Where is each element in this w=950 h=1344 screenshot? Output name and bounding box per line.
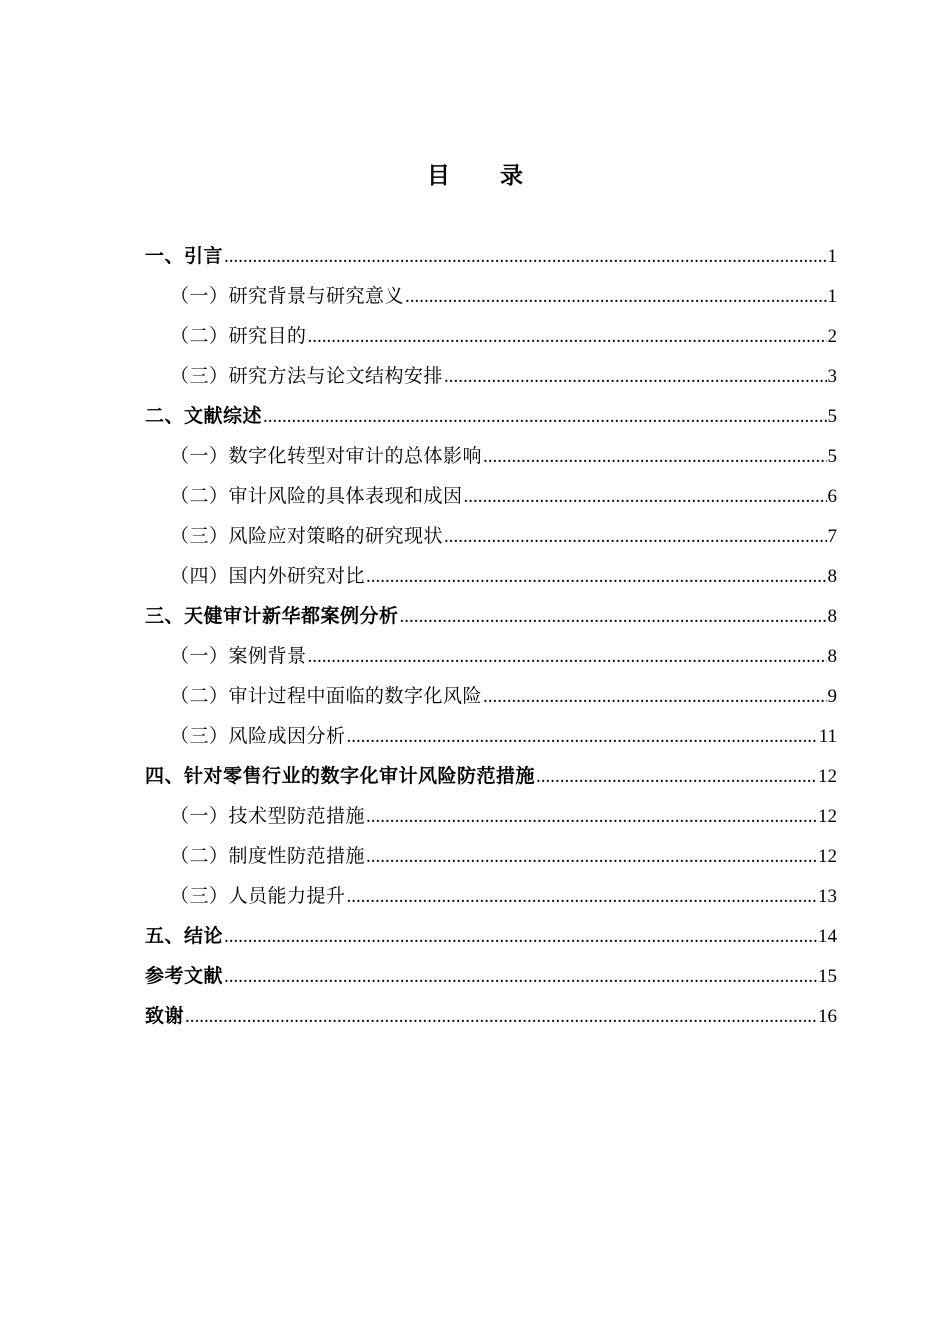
toc-entry-text: （三）风险成因分析 [170, 725, 346, 747]
toc-entry-text: （二）研究目的 [170, 325, 307, 347]
toc-page-number: 5 [827, 446, 837, 467]
toc-page-number: 1 [827, 246, 837, 267]
toc-entry-text: （二）审计风险的具体表现和成因 [170, 485, 463, 507]
toc-page-number: 12 [818, 846, 837, 867]
toc-section-entry[interactable] [145, 436, 837, 476]
toc-page-number: 8 [827, 606, 837, 627]
toc-dot-leader [444, 517, 826, 557]
toc-section-entry[interactable] [145, 716, 837, 756]
toc-section-entry[interactable] [145, 796, 837, 836]
toc-page-number: 3 [827, 366, 837, 387]
toc-page-number: 6 [827, 486, 837, 507]
toc-dot-leader [483, 677, 826, 717]
toc-section-entry[interactable] [145, 876, 837, 916]
toc-page-number: 12 [818, 806, 837, 827]
toc-page-number: 9 [827, 686, 837, 707]
toc-entry-text: （三）风险应对策略的研究现状 [170, 525, 444, 547]
toc-section-entry[interactable] [145, 356, 837, 396]
toc-entry-text: （一）数字化转型对审计的总体影响 [170, 445, 483, 467]
toc-dot-leader [347, 717, 818, 757]
toc-section-entry[interactable] [145, 476, 837, 516]
toc-page-number: 15 [818, 966, 837, 987]
toc-dot-leader [444, 357, 826, 397]
toc-page-number: 1 [827, 286, 837, 307]
toc-dot-leader [536, 757, 817, 797]
toc-entry-text: 三、天健审计新华都案例分析 [145, 605, 399, 627]
toc-section-entry[interactable] [145, 676, 837, 716]
toc-entry-text: （三）人员能力提升 [170, 885, 346, 907]
toc-dot-leader [224, 917, 817, 957]
toc-section-entry[interactable] [145, 316, 837, 356]
toc-dot-leader [366, 557, 826, 597]
toc-page-number: 2 [827, 326, 837, 347]
toc-page-number: 7 [827, 526, 837, 547]
toc-dot-leader [400, 597, 827, 637]
toc-entry-text: （一）研究背景与研究意义 [170, 285, 405, 307]
toc-chapter-entry[interactable] [145, 956, 837, 996]
toc-entry-text: （二）审计过程中面临的数字化风险 [170, 685, 483, 707]
toc-entry-text: 致谢 [145, 1005, 185, 1027]
toc-section-entry[interactable] [145, 836, 837, 876]
toc-dot-leader [366, 797, 817, 837]
toc-chapter-entry[interactable] [145, 396, 837, 436]
toc-entry-text: （一）技术型防范措施 [170, 805, 366, 827]
toc-title [0, 160, 950, 192]
toc-page-number: 13 [818, 886, 837, 907]
toc-entry-text: （二）制度性防范措施 [170, 845, 366, 867]
toc-page-number: 14 [818, 926, 837, 947]
toc-chapter-entry[interactable] [145, 996, 837, 1036]
toc-title-left: 目 [427, 163, 450, 189]
toc-section-entry[interactable] [145, 276, 837, 316]
toc-dot-leader [263, 397, 826, 437]
toc-dot-leader [464, 477, 827, 517]
toc-page-number: 5 [827, 406, 837, 427]
toc-dot-leader [405, 277, 826, 317]
toc-entry-text: 五、结论 [145, 925, 224, 947]
toc-entry-text: （四）国内外研究对比 [170, 565, 366, 587]
toc-page-number: 8 [827, 646, 837, 667]
toc-dot-leader [366, 837, 817, 877]
toc-entry-text: （三）研究方法与论文结构安排 [170, 365, 444, 387]
toc-dot-leader [224, 237, 826, 277]
toc-entry-text: 一、引言 [145, 245, 224, 267]
toc-section-entry[interactable] [145, 516, 837, 556]
toc-dot-leader [308, 317, 827, 357]
toc-entry-text: （一）案例背景 [170, 645, 307, 667]
toc-page-number: 12 [818, 766, 837, 787]
toc-dot-leader [185, 997, 817, 1037]
toc-section-entry[interactable] [145, 636, 837, 676]
toc-dot-leader [308, 637, 827, 677]
toc-list [145, 236, 837, 1036]
toc-section-entry[interactable] [145, 556, 837, 596]
toc-chapter-entry[interactable] [145, 596, 837, 636]
toc-page-number: 11 [818, 726, 837, 747]
toc-chapter-entry[interactable] [145, 916, 837, 956]
toc-title-right: 录 [500, 163, 523, 189]
toc-dot-leader [224, 957, 817, 997]
toc-entry-text: 四、针对零售行业的数字化审计风险防范措施 [145, 765, 536, 787]
toc-dot-leader [347, 877, 817, 917]
toc-entry-text: 二、文献综述 [145, 405, 263, 427]
toc-chapter-entry[interactable] [145, 236, 837, 276]
toc-entry-text: 参考文献 [145, 965, 224, 987]
toc-page-number: 16 [818, 1006, 837, 1027]
toc-chapter-entry[interactable] [145, 756, 837, 796]
toc-page-number: 8 [827, 566, 837, 587]
toc-dot-leader [483, 437, 826, 477]
